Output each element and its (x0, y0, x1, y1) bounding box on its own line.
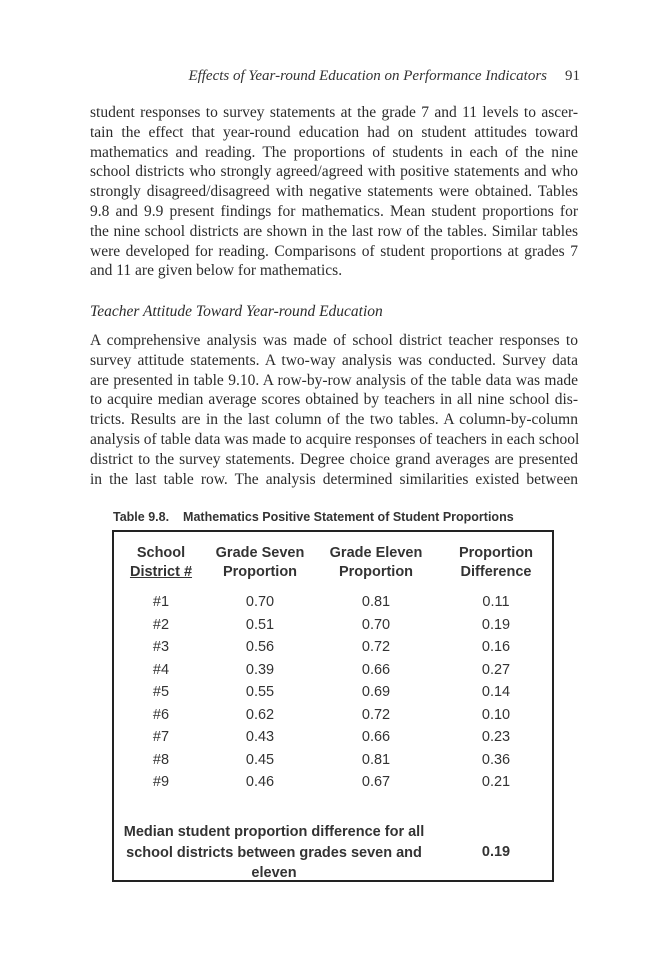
table-row (114, 662, 552, 685)
table-row (114, 594, 552, 617)
column-header-line: School (136, 545, 186, 561)
section-heading: Teacher Attitude Toward Year-round Education (90, 303, 383, 320)
paragraph-teacher-attitude (90, 331, 578, 489)
grade-seven-cell: 0.56 (245, 639, 275, 655)
grade-eleven-cell: 0.81 (361, 594, 391, 610)
table-row (114, 617, 552, 640)
district-cell: #9 (152, 774, 170, 790)
summary-label-line: Median student proportion difference for all (123, 824, 425, 840)
summary-label-line: school districts between grades seven and (126, 844, 422, 861)
district-cell: #1 (152, 594, 170, 610)
table-caption-number: Table 9.8. (113, 510, 170, 524)
grade-seven-cell: 0.43 (245, 729, 275, 745)
district-cell: #3 (152, 639, 170, 655)
running-head-title: Effects of Year-round Education on Performance Indicators (188, 68, 547, 84)
grade-seven-cell: 0.55 (245, 684, 275, 700)
running-head (90, 68, 580, 85)
grade-eleven-cell: 0.72 (361, 706, 391, 723)
grade-seven-cell: 0.46 (245, 774, 275, 790)
proportions-table (112, 530, 554, 882)
district-cell: #4 (152, 661, 170, 678)
text-line: to acquire median average scores obtained by teachers in all nine school dis- (90, 391, 578, 409)
difference-cell: 0.36 (481, 751, 511, 768)
text-line: strongly disagreed/disagreed with negative statements were obtained. Tables (90, 183, 578, 201)
grade-eleven-cell: 0.67 (361, 774, 391, 790)
table-row (114, 752, 552, 775)
column-header-line: District # (129, 564, 193, 580)
grade-seven-cell: 0.70 (245, 594, 275, 610)
column-header-line: Proportion (338, 564, 414, 580)
district-cell: #6 (152, 706, 170, 723)
text-line: and 11 are given below for mathematics. (90, 262, 343, 280)
median-summary-label (116, 822, 432, 884)
column-header-school-district (118, 544, 204, 582)
difference-cell: 0.23 (481, 729, 511, 745)
grade-seven-cell: 0.45 (245, 751, 275, 768)
difference-cell: 0.16 (481, 639, 511, 655)
grade-seven-cell: 0.39 (245, 661, 275, 678)
column-header-line: Grade Seven (215, 545, 305, 561)
page-number: 91 (565, 68, 580, 84)
district-cell: #7 (152, 729, 170, 745)
table-row (114, 774, 552, 797)
table-row (114, 729, 552, 752)
column-header-grade-seven (210, 544, 310, 582)
column-header-line: Proportion (458, 545, 534, 561)
grade-eleven-cell: 0.81 (361, 751, 391, 768)
text-line: 9.8 and 9.9 present findings for mathematics. Mean student proportions for (90, 202, 578, 220)
table-row (114, 707, 552, 730)
grade-eleven-cell: 0.66 (361, 661, 391, 678)
text-line: analysis of table data was made to acquire responses of teachers in each school (90, 430, 580, 448)
difference-cell: 0.27 (481, 661, 511, 678)
district-cell: #2 (152, 616, 170, 633)
table-row (114, 684, 552, 707)
column-header-line: Difference (460, 564, 532, 580)
column-header-grade-eleven (320, 544, 432, 582)
text-line: school districts who strongly agreed/agreed with positive statements and who (90, 163, 578, 181)
column-header-difference (444, 544, 548, 582)
text-line: tain the effect that year-round education had on student attitudes toward (90, 123, 578, 141)
difference-cell: 0.14 (481, 684, 511, 700)
text-line: district to the survey statements. Degree choice grand averages are presented (90, 450, 578, 468)
difference-cell: 0.11 (482, 594, 510, 610)
district-cell: #5 (152, 684, 170, 700)
grade-eleven-cell: 0.66 (361, 729, 391, 745)
text-line: A comprehensive analysis was made of school district teacher responses to (90, 332, 578, 349)
grade-eleven-cell: 0.70 (361, 616, 391, 633)
difference-cell: 0.10 (481, 706, 511, 723)
table-caption-title: Mathematics Positive Statement of Student Proportions (183, 510, 514, 524)
district-cell: #8 (152, 751, 170, 768)
table-caption (113, 510, 514, 524)
text-line: survey attitude statements. A two-way analysis was conducted. Survey data (90, 351, 578, 369)
text-line: student responses to survey statements at the grade 7 and 11 levels to ascer- (90, 104, 578, 121)
text-line: were developed for reading. Comparisons of student proportions at grades 7 (90, 242, 578, 260)
grade-eleven-cell: 0.69 (361, 684, 391, 700)
difference-cell: 0.19 (481, 616, 511, 633)
paragraph-student-responses (90, 103, 578, 281)
text-line: are presented in table 9.10. A row-by-row analysis of the table data was made (90, 371, 578, 389)
text-line: the nine school districts are shown in the last row of the tables. Similar tables (90, 222, 578, 240)
grade-seven-cell: 0.51 (245, 616, 275, 633)
column-header-line: Proportion (222, 564, 298, 580)
summary-label-line: eleven (251, 865, 297, 881)
table-row (114, 639, 552, 662)
column-header-line: Grade Eleven (329, 545, 423, 561)
difference-cell: 0.21 (481, 774, 511, 790)
grade-eleven-cell: 0.72 (361, 639, 391, 655)
text-line: in the last table row. The analysis determined similarities existed between (90, 470, 578, 488)
text-line: mathematics and reading. The proportions of students in each of the nine (90, 143, 578, 161)
median-summary-value: 0.19 (481, 844, 511, 860)
text-line: tricts. Results are in the last column of the two tables. A column-by-column (90, 411, 578, 429)
grade-seven-cell: 0.62 (245, 706, 275, 723)
